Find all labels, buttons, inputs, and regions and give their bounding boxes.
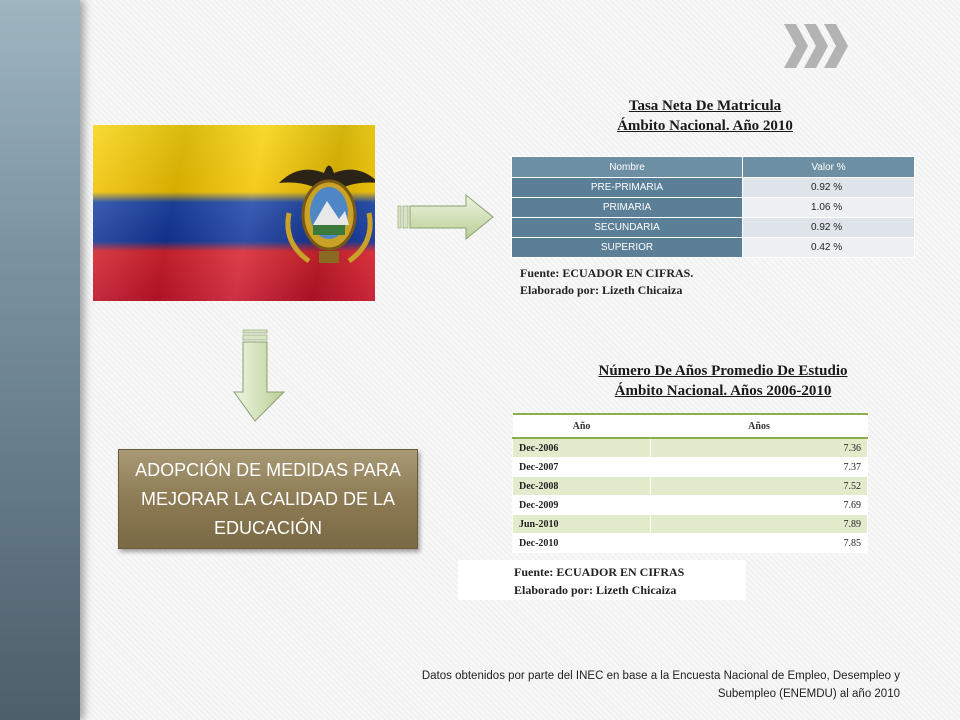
period-cell: Dec-2007 <box>513 458 651 477</box>
level-value: 0.42 % <box>743 238 915 258</box>
table1-title-line2: Ámbito Nacional. Año 2010 <box>617 118 793 134</box>
footnote <box>340 667 900 703</box>
author-line: Elaborado por: Lizeth Chicaiza <box>520 283 683 297</box>
measures-callout <box>118 449 418 549</box>
column-header-year: Año <box>513 414 651 438</box>
table-row <box>512 218 915 238</box>
years-cell: 7.89 <box>651 515 868 534</box>
table1-title <box>560 96 850 136</box>
years-of-study-table <box>512 413 868 553</box>
level-name: PRE-PRIMARIA <box>512 178 743 198</box>
chevrons-icon <box>784 22 856 70</box>
period-cell: Dec-2008 <box>513 477 651 496</box>
arrow-right-icon <box>396 192 496 242</box>
table-row <box>513 477 868 496</box>
table-row <box>512 178 915 198</box>
table-row <box>512 238 915 258</box>
period-cell: Dec-2009 <box>513 496 651 515</box>
source-line: Fuente: ECUADOR EN CIFRAS. <box>520 266 694 280</box>
callout-text: ADOPCIÓN DE MEDIDAS PARA MEJORAR LA CALIDAD DE LA EDUCACIÓN <box>135 459 401 538</box>
level-name: SECUNDARIA <box>512 218 743 238</box>
table2-title <box>548 361 898 401</box>
source-line: Fuente: ECUADOR EN CIFRAS <box>514 565 685 579</box>
years-cell: 7.69 <box>651 496 868 515</box>
side-band <box>0 0 80 720</box>
table2-source <box>458 560 746 600</box>
level-value: 0.92 % <box>743 218 915 238</box>
column-header-name: Nombre <box>512 157 743 178</box>
table2-title-line1: Número De Años Promedio De Estudio <box>598 363 848 379</box>
author-line: Elaborado por: Lizeth Chicaiza <box>514 583 677 597</box>
ecuador-flag-image <box>93 125 375 301</box>
period-cell: Jun-2010 <box>513 515 651 534</box>
level-value: 0.92 % <box>743 178 915 198</box>
period-cell: Dec-2006 <box>513 438 651 458</box>
table2-title-line2: Ámbito Nacional. Años 2006-2010 <box>614 383 832 399</box>
period-cell: Dec-2010 <box>513 534 651 553</box>
level-name: PRIMARIA <box>512 198 743 218</box>
column-header-value: Valor % <box>743 157 915 178</box>
years-cell: 7.52 <box>651 477 868 496</box>
years-cell: 7.85 <box>651 534 868 553</box>
column-header-years: Años <box>651 414 868 438</box>
table-row <box>513 438 868 458</box>
years-cell: 7.36 <box>651 438 868 458</box>
years-cell: 7.37 <box>651 458 868 477</box>
level-name: SUPERIOR <box>512 238 743 258</box>
table-row <box>512 198 915 218</box>
footnote-line2: Subempleo (ENEMDU) al año 2010 <box>717 688 900 700</box>
coat-of-arms-icon <box>269 153 375 275</box>
table-row <box>513 515 868 534</box>
table-row <box>513 458 868 477</box>
arrow-down-icon <box>232 328 288 424</box>
footnote-line1: Datos obtenidos por parte del INEC en base a la Encuesta Nacional de Empleo, Desempleo y <box>421 670 900 682</box>
enrollment-rate-table <box>511 156 915 258</box>
table-row <box>513 534 868 553</box>
table1-source <box>520 265 693 299</box>
level-value: 1.06 % <box>743 198 915 218</box>
table1-title-line1: Tasa Neta De Matricula <box>628 98 782 114</box>
table-row <box>513 496 868 515</box>
